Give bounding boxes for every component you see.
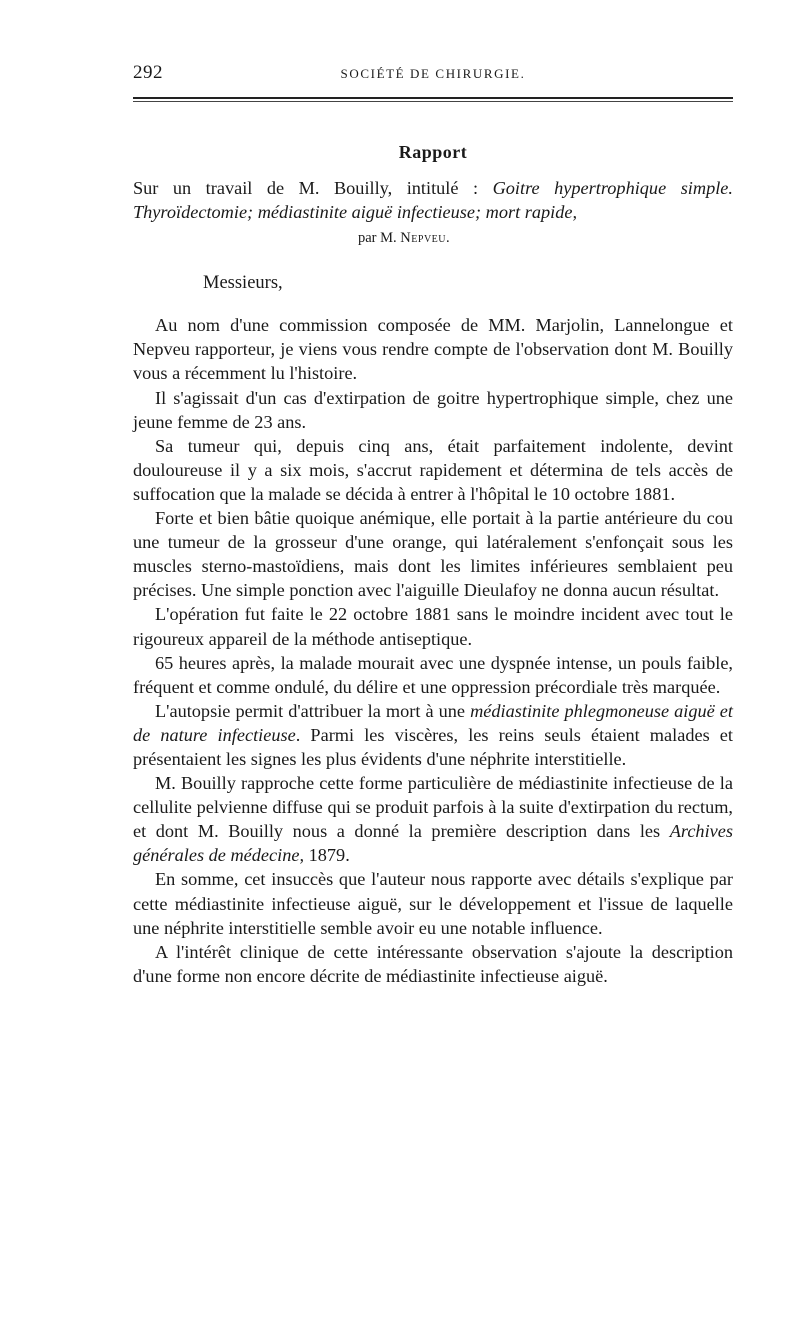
page-number: 292 (133, 62, 163, 83)
paragraph-text: L'autopsie permit d'attribuer la mort à une (155, 700, 471, 721)
header-rule-thin (133, 101, 733, 102)
section-heading: Rapport (398, 142, 468, 162)
author-line (133, 227, 733, 249)
work-title: Goitre hypertrophique simple. Thyroïdectomie; médiastinite aiguë infectieuse; mort rapide, (133, 178, 733, 223)
paragraph-text: . Parmi les viscères, les reins seuls étaient malades et présentaient les signes les plus évidents d'une néphrite interstitielle. (133, 724, 733, 769)
paragraph: En somme, cet insuccès que l'auteur nous rapporte avec détails s'explique par cette médiastinite infectieuse aiguë, sur le développement et l'issue de laquelle une néphrite interstitielle semble avoir eu une notable influence. (133, 869, 733, 938)
salutation: Messieurs, (203, 273, 283, 294)
italic-phrase: médiastinite phlegmoneuse aiguë et de nature infectieuse (133, 700, 733, 745)
paragraph: A l'intérêt clinique de cette intéressante observation s'ajoute la description d'une forme non encore décrite de médiastinite infectieuse aiguë. (133, 941, 733, 986)
paragraph: Forte et bien bâtie quoique anémique, elle portait à la partie antérieure du cou une tumeur de la grosseur d'une orange, qui latéralement s'enfonçait sous les muscles sterno-mastoïdiens, mais dont les limites inférieures semblaient peu précises. Une simple ponction avec l'aiguille Dieulafoy ne donna aucun résultat. (133, 508, 733, 601)
paragraph-text: M. Bouilly rapproche cette forme particulière de médiastinite infectieuse de la cellulite pelvienne diffuse qui se produit parfois à la suite d'extirpation du rectum, et dont M. Bouilly nous a donné la première description dans les (133, 773, 733, 842)
body-text (133, 176, 733, 988)
paragraph (133, 699, 733, 771)
paragraph: Sa tumeur qui, depuis cinq ans, était parfaitement indolente, devint douloureuse il y a six mois, s'accrut rapidement et détermina de tels accès de suffocation que la malade se décida à entrer à l'hôpital le 10 octobre 1881. (133, 435, 733, 504)
paragraph-text: 1879. (304, 845, 350, 866)
author-prefix: par M. (358, 230, 401, 247)
paragraph: Au nom d'une commission composée de MM. Marjolin, Lannelongue et Nepveu rapporteur, je viens vous rendre compte de l'observation dont M. Bouilly vous a récemment lu l'histoire. (133, 315, 733, 384)
running-head (133, 62, 733, 86)
author-name: Nepveu. (400, 230, 451, 247)
running-title: SOCIÉTÉ DE CHIRURGIE. (340, 66, 526, 81)
header-rule (133, 97, 733, 99)
paragraph (133, 771, 733, 867)
journal-title: Archives générales de médecine, (133, 821, 733, 866)
subtitle-intro: Sur un travail de M. Bouilly, intitulé : (133, 178, 493, 198)
report-subtitle (133, 176, 733, 224)
paragraph: Il s'agissait d'un cas d'extirpation de goitre hypertrophique simple, chez une jeune femme de 23 ans. (133, 387, 733, 432)
paragraph: 65 heures après, la malade mourait avec une dyspnée intense, un pouls faible, fréquent et comme ondulé, du délire et une oppression précordiale très marquée. (133, 652, 733, 697)
paragraph: L'opération fut faite le 22 octobre 1881 sans le moindre incident avec tout le rigoureux appareil de la méthode antiseptique. (133, 604, 733, 649)
